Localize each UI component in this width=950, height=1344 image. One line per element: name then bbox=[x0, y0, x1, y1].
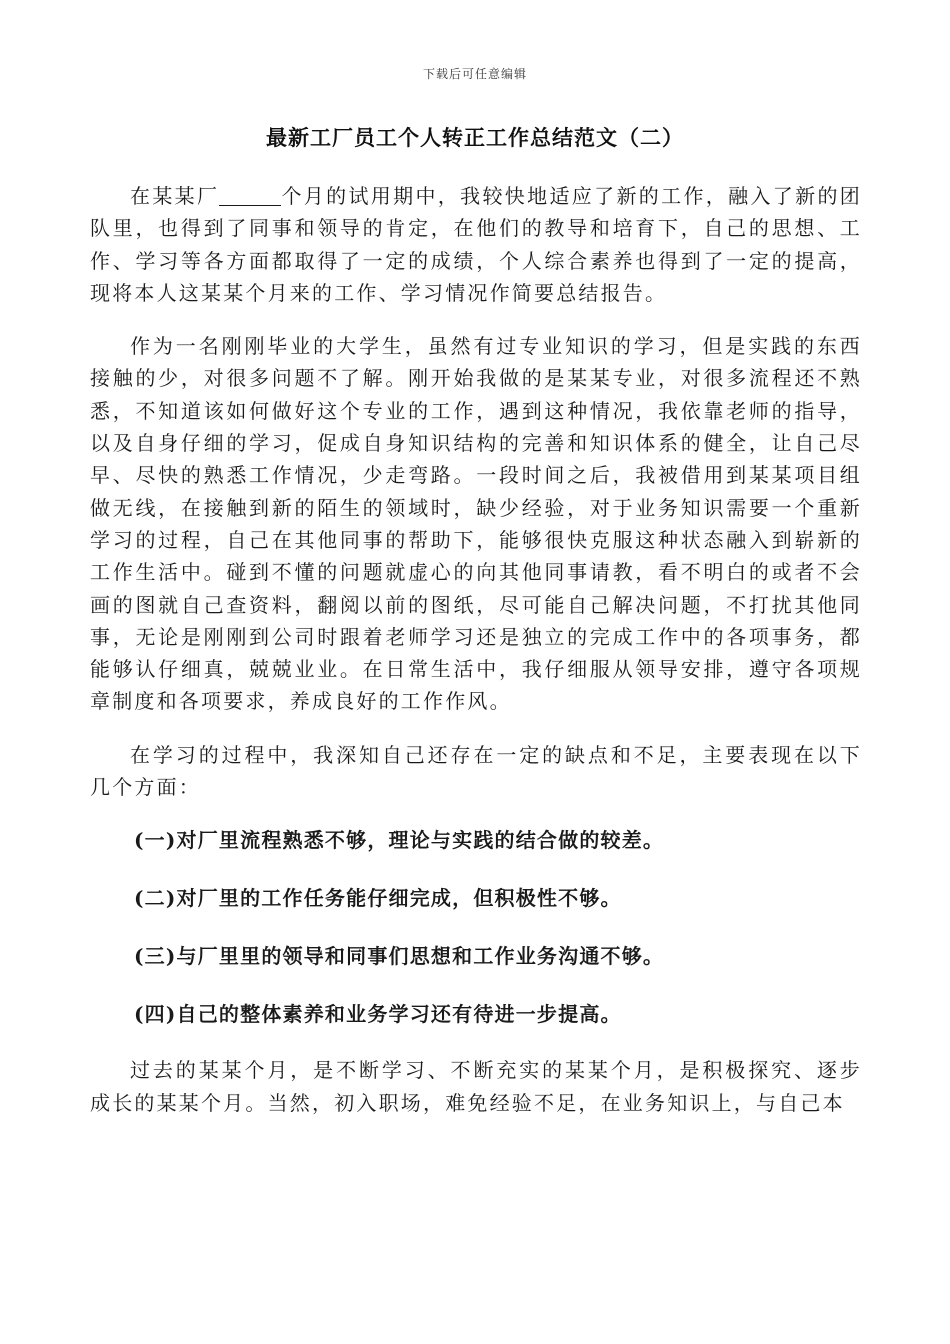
paragraph-intro-start: 在某某厂 bbox=[130, 184, 220, 208]
paragraph-intro bbox=[90, 180, 862, 309]
fill-in-blank bbox=[219, 185, 281, 206]
list-item: (三)与厂里里的领导和同事们思想和工作业务沟通不够。 bbox=[134, 944, 665, 969]
paragraph-intro-rest: 个月的试用期中，我较快地适应了新的工作，融入了新的团队里，也得到了同事和领导的肯定，在他们的教导和培育下，自己的思想、工作、学习等各方面都取得了一定的成绩，个人综合素养也得到了一定的提高，现将本人这某某个月来的工作、学习情况作简要总结报告。 bbox=[90, 184, 862, 305]
list-item: (四)自己的整体素养和业务学习还有待进一步提高。 bbox=[134, 1002, 622, 1027]
paragraph-shortcomings: 在学习的过程中，我深知自己还存在一定的缺点和不足，主要表现在以下几个方面： bbox=[90, 742, 862, 800]
document-body bbox=[90, 180, 862, 1119]
document-title: 最新工厂员工个人转正工作总结范文（二） bbox=[266, 125, 684, 150]
paragraph-experience: 作为一名刚刚毕业的大学生，虽然有过专业知识的学习，但是实践的东西接触的少，对很多问题不了解。刚开始我做的是某某专业，对很多流程还不熟悉，不知道该如何做好这个专业的工作，遇到这种情况，我依靠老师的指导，以及自身仔细的学习，促成自身知识结构的完善和知识体系的健全，让自己尽早、尽快的熟悉工作情况，少走弯路。一段时间之后，我被借用到某某项目组做无线，在接触到新的陌生的领域时，缺少经验，对于业务知识需要一个重新学习的过程，自己在其他同事的帮助下，能够很快克服这种状态融入到崭新的工作生活中。碰到不懂的问题就虚心的向其他同事请教，看不明白的或者不会画的图就自己查资料，翻阅以前的图纸，尽可能自己解决问题，不打扰其他同事，无论是刚刚到公司时跟着老师学习还是独立的完成工作中的各项事务，都能够认仔细真，兢兢业业。在日常生活中，我仔细服从领导安排，遵守各项规章制度和各项要求，养成良好的工作作风。 bbox=[90, 334, 862, 714]
paragraph-conclusion: 过去的某某个月，是不断学习、不断充实的某某个月，是积极探究、逐步成长的某某个月。当然，初入职场，难免经验不足，在业务知识上，与自己本 bbox=[90, 1058, 862, 1115]
shortcoming-list bbox=[90, 824, 862, 1030]
list-item: (一)对厂里流程熟悉不够，理论与实践的结合做的较差。 bbox=[134, 828, 665, 853]
list-item: (二)对厂里的工作任务能仔细完成，但积极性不够。 bbox=[134, 886, 622, 911]
header-note: 下载后可任意编辑 bbox=[422, 67, 527, 81]
